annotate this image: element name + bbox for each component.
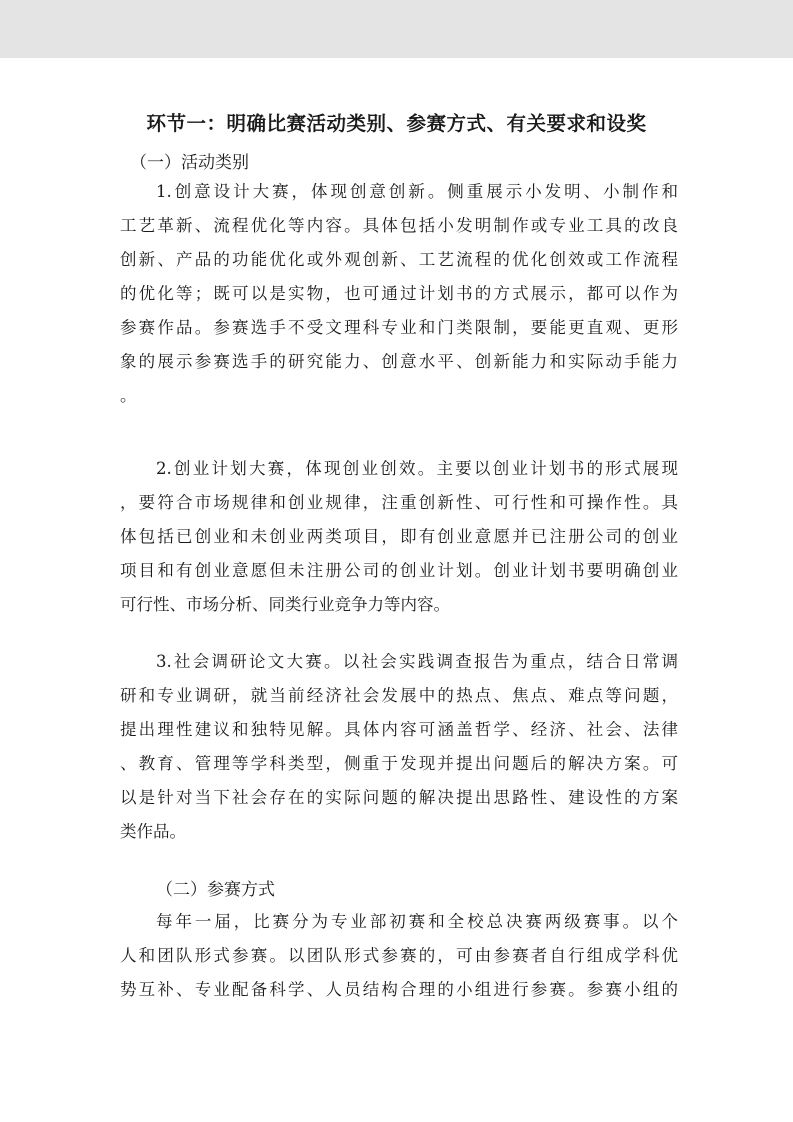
paragraph-line: ，要符合市场规律和创业规律，注重创新性、可行性和可操作性。具 bbox=[120, 493, 678, 512]
paragraph-participation bbox=[120, 905, 678, 1007]
paragraph-line: 1.创意设计大赛，体现创意创新。侧重展示小发明、小制作和 bbox=[156, 182, 678, 201]
paragraph-line: 提出理性建议和独特见解。具体内容可涵盖哲学、经济、社会、法律 bbox=[120, 720, 678, 739]
paragraph-line: 3.社会调研论文大赛。以社会实践调查报告为重点，结合日常调 bbox=[156, 652, 678, 671]
paragraph-social-research bbox=[120, 645, 678, 849]
paragraph-line: 参赛作品。参赛选手不受文理科专业和门类限制，要能更直观、更形 bbox=[120, 318, 678, 337]
paragraph-line: 的优化等；既可以是实物，也可通过计划书的方式展示，都可以作为 bbox=[120, 284, 678, 303]
paragraph-business-plan bbox=[120, 452, 678, 622]
paragraph-creative-design bbox=[120, 175, 678, 413]
page-heading: 环节一：明确比赛活动类别、参赛方式、有关要求和设奖 bbox=[146, 112, 647, 135]
paragraph-line: 类作品。 bbox=[120, 822, 186, 841]
paragraph-line: 研和专业调研，就当前经济社会发展中的热点、焦点、难点等问题， bbox=[120, 686, 678, 705]
paragraph-line: 可行性、市场分析、同类行业竞争力等内容。 bbox=[120, 595, 450, 614]
paragraph-line: 创新、产品的功能优化或外观创新、工艺流程的优化创效或工作流程 bbox=[120, 250, 678, 269]
paragraph-line: 人和团队形式参赛。以团队形式参赛的，可由参赛者自行组成学科优 bbox=[120, 946, 678, 965]
section-title-activity-types: （一）活动类别 bbox=[130, 153, 249, 173]
paragraph-line: 体包括已创业和未创业两类项目，即有创业意愿并已注册公司的创业 bbox=[120, 527, 678, 546]
paragraph-line: 每年一届，比赛分为专业部初赛和全校总决赛两级赛事。以个 bbox=[156, 912, 678, 931]
paragraph-line: 。 bbox=[120, 386, 137, 405]
paragraph-line: 象的展示参赛选手的研究能力、创意水平、创新能力和实际动手能力 bbox=[120, 352, 678, 371]
paragraph-line: 以是针对当下社会存在的实际问题的解决提出思路性、建设性的方案 bbox=[120, 788, 678, 807]
paragraph-line: 势互补、专业配备科学、人员结构合理的小组进行参赛。参赛小组的 bbox=[120, 980, 678, 999]
paragraph-line: 项目和有创业意愿但未注册公司的创业计划。创业计划书要明确创业 bbox=[120, 561, 678, 580]
paragraph-line: 工艺革新、流程优化等内容。具体包括小发明制作或专业工具的改良 bbox=[120, 216, 678, 235]
paragraph-line: 、教育、管理等学科类型，侧重于发现并提出问题后的解决方案。可 bbox=[120, 754, 678, 773]
paragraph-line: 2.创业计划大赛，体现创业创效。主要以创业计划书的形式展现 bbox=[156, 459, 678, 478]
section-title-participation: （二）参赛方式 bbox=[156, 880, 275, 900]
